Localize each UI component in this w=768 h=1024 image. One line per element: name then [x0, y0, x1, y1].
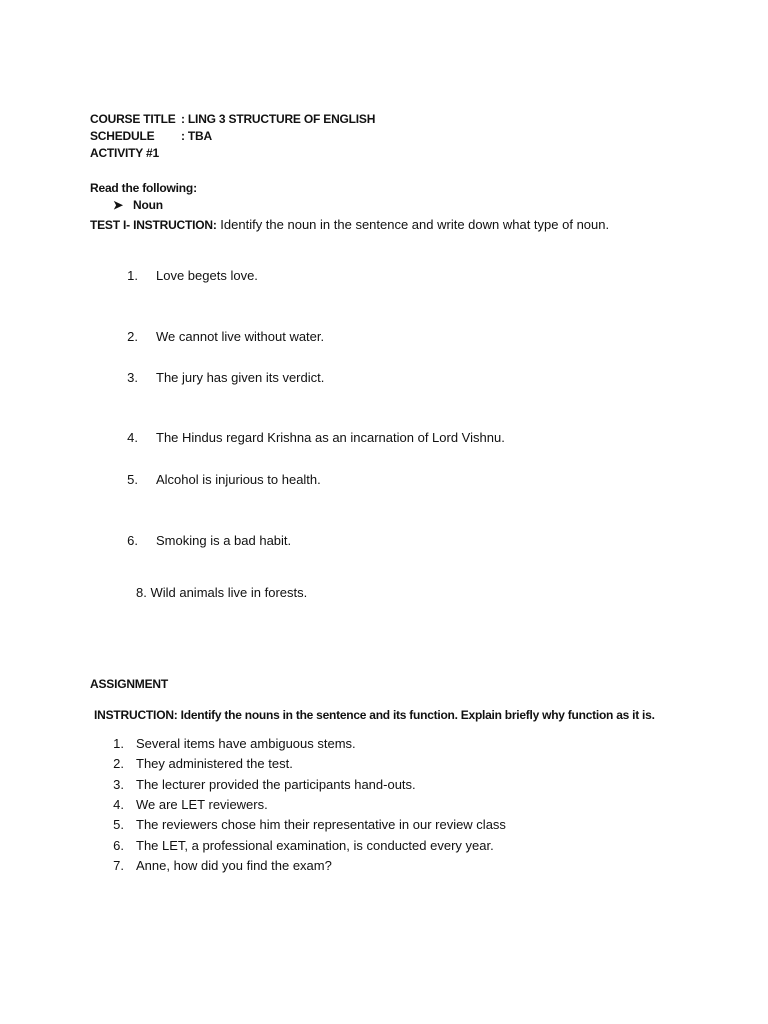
schedule-label: SCHEDULE: [90, 129, 155, 143]
test1-item-8: 8. Wild animals live in forests.: [136, 585, 308, 600]
assignment-item: 3. The lecturer provided the participants hand-outs.: [113, 777, 416, 792]
schedule-value: : TBA: [181, 129, 212, 143]
bullet-item: [113, 198, 163, 212]
bullet-label: Noun: [133, 198, 163, 212]
assignment-instruction-label: INSTRUCTION:: [94, 708, 178, 722]
assignment-item: 5. The reviewers chose him their representative in our review class: [113, 817, 506, 832]
test1-instruction: [90, 216, 609, 234]
read-label: Read the following:: [90, 181, 197, 195]
activity-heading: ACTIVITY #1: [90, 146, 159, 160]
course-title-value: : LING 3 STRUCTURE OF ENGLISH: [181, 112, 376, 126]
test1-item: 5. Alcohol is injurious to health.: [127, 472, 321, 487]
test1-label: TEST I- INSTRUCTION:: [90, 218, 217, 232]
assignment-instruction: [94, 706, 655, 724]
assignment-instruction-text: Identify the nouns in the sentence and its function. Explain briefly why function as it is.: [177, 708, 655, 722]
test1-item: 3. The jury has given its verdict.: [127, 370, 325, 385]
test1-item: 1. Love begets love.: [127, 268, 258, 283]
assignment-item: 6. The LET, a professional examination, is conducted every year.: [113, 838, 494, 853]
arrow-bullet-icon: ➤: [113, 198, 123, 212]
course-title-label: COURSE TITLE: [90, 112, 176, 126]
assignment-item: 2. They administered the test.: [113, 756, 293, 771]
assignment-heading: ASSIGNMENT: [90, 677, 169, 691]
assignment-item: 7. Anne, how did you find the exam?: [113, 858, 332, 873]
test1-item: 2. We cannot live without water.: [127, 329, 325, 344]
test1-instruction-text: Identify the noun in the sentence and write down what type of noun.: [216, 217, 610, 232]
assignment-item: 1. Several items have ambiguous stems.: [113, 736, 356, 751]
test1-item: 6. Smoking is a bad habit.: [127, 533, 292, 548]
assignment-item: 4. We are LET reviewers.: [113, 797, 268, 812]
test1-item: 4. The Hindus regard Krishna as an incarnation of Lord Vishnu.: [127, 430, 505, 445]
